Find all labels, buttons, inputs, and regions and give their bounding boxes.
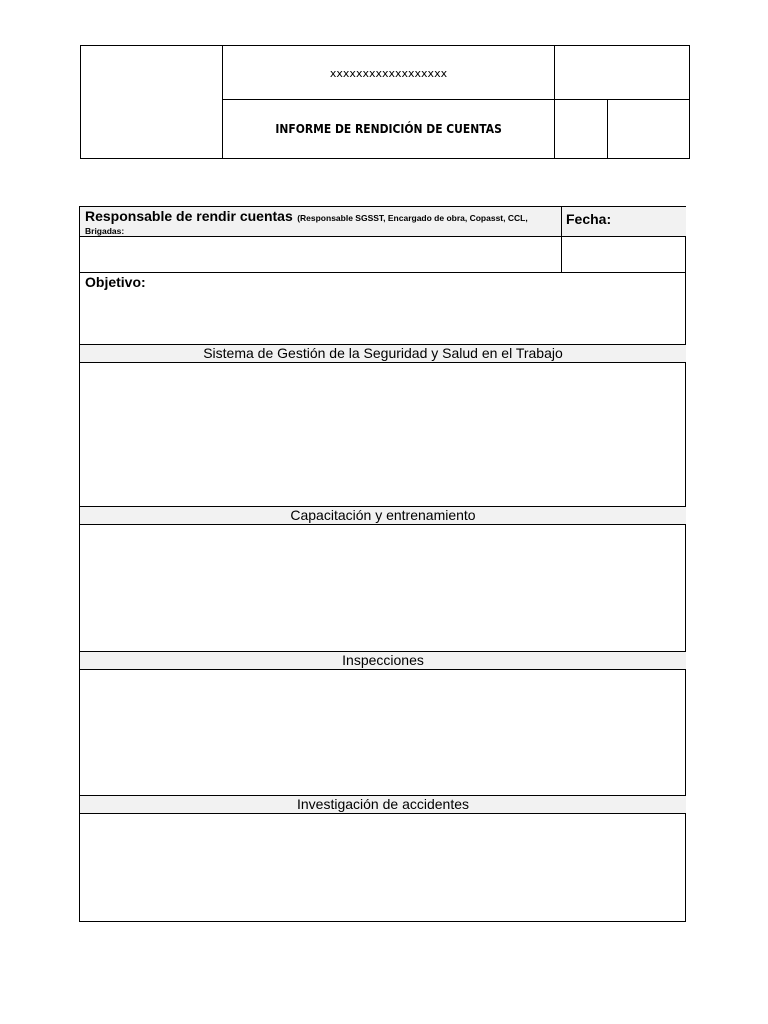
section-header-accidents: Investigación de accidentes [80, 796, 686, 814]
responsible-label: Responsable de rendir cuentas [85, 208, 293, 224]
page-cell [608, 100, 690, 159]
section-body-inspections[interactable] [80, 670, 686, 796]
title-cell [223, 100, 555, 159]
document-header [80, 45, 690, 159]
section-body-accidents[interactable] [80, 814, 686, 921]
date-field[interactable] [562, 237, 686, 273]
objective-field[interactable] [80, 273, 686, 345]
company-name: xxxxxxxxxxxxxxxxxx [329, 66, 448, 80]
section-body-training[interactable] [80, 525, 686, 652]
code-cell [555, 46, 690, 100]
section-header-training: Capacitación y entrenamiento [80, 507, 686, 525]
responsible-note: (Responsable SGSST, Encargado de obra, Copasst, CCL, Brigadas: [85, 213, 528, 236]
responsible-label-cell [80, 207, 562, 237]
section-body-sgsst[interactable] [80, 363, 686, 507]
document-title: INFORME DE RENDICIÓN DE CUENTAS [275, 121, 502, 136]
date-label: Fecha: [562, 207, 686, 237]
responsible-field[interactable] [80, 237, 562, 273]
objective-label: Objetivo: [85, 274, 146, 290]
section-header-inspections: Inspecciones [80, 652, 686, 670]
report-form [79, 206, 686, 922]
version-cell [555, 100, 608, 159]
company-name-cell [223, 46, 555, 100]
logo-cell [81, 46, 223, 159]
section-header-sgsst: Sistema de Gestión de la Seguridad y Salud en el Trabajo [80, 345, 686, 363]
